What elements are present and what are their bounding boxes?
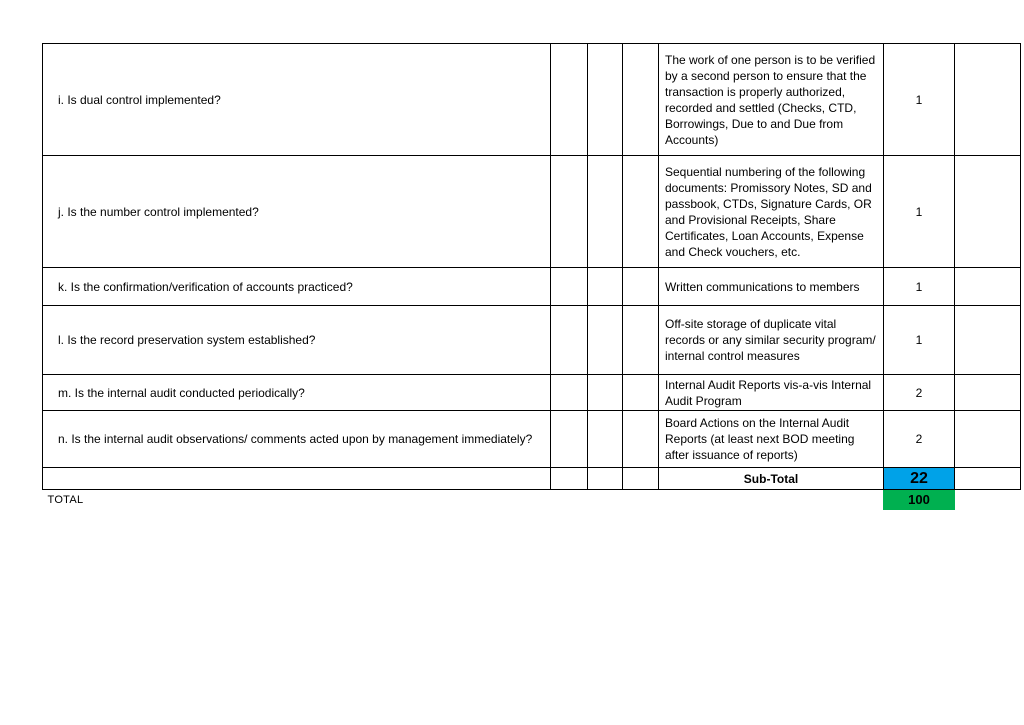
blank-cell [623, 268, 659, 306]
blank-cell [955, 156, 1021, 268]
blank-cell [588, 306, 623, 375]
blank-cell [551, 411, 588, 468]
blank-cell [588, 44, 623, 156]
checklist-row-m [43, 375, 1021, 411]
score-value: 2 [884, 411, 955, 468]
question-cell [43, 268, 551, 306]
blank-cell [623, 411, 659, 468]
subtotal-value: 22 [884, 468, 955, 490]
score-value: 1 [884, 156, 955, 268]
blank-cell [588, 268, 623, 306]
question-cell [43, 156, 551, 268]
total-row [43, 490, 1021, 510]
total-value: 100 [884, 490, 955, 510]
blank-cell [43, 468, 551, 490]
blank-cell [955, 468, 1021, 490]
checklist-row-k [43, 268, 1021, 306]
blank-cell [551, 156, 588, 268]
score-value: 1 [884, 306, 955, 375]
total-label: TOTAL [47, 493, 84, 506]
question-text: l. Is the record preservation system established? [58, 333, 316, 347]
blank-cell [955, 268, 1021, 306]
blank-cell [955, 44, 1021, 156]
score-value: 1 [884, 268, 955, 306]
evidence-text: Written communications to members [659, 268, 884, 306]
question-text: i. Is dual control implemented? [58, 92, 221, 107]
blank-cell [623, 468, 659, 490]
checklist-row-l [43, 306, 1021, 375]
blank-cell [551, 375, 588, 411]
checklist-row-j [43, 156, 1021, 268]
question-text: k. Is the confirmation/verification of accounts practiced? [58, 279, 353, 294]
blank-cell [955, 375, 1021, 411]
blank-cell [588, 156, 623, 268]
blank-cell [551, 306, 588, 375]
subtotal-row [43, 468, 1021, 490]
evidence-text: Sequential numbering of the following documents: Promissory Notes, SD and passbook, CTDs, Signature Cards, OR and Provisional Receipts, Share Certificates, Loan Accounts, Expense and Check vouchers, etc. [659, 156, 884, 268]
blank-cell [588, 468, 623, 490]
blank-cell [551, 44, 588, 156]
blank-cell [623, 44, 659, 156]
audit-checklist-table [42, 43, 1021, 510]
evidence-text: Off-site storage of duplicate vital records or any similar security program/ internal control measures [659, 306, 884, 375]
checklist-row-i [43, 44, 1021, 156]
blank-cell [955, 411, 1021, 468]
blank-cell [955, 490, 1021, 510]
blank-cell [623, 156, 659, 268]
question-cell [43, 44, 551, 156]
evidence-text: The work of one person is to be verified by a second person to ensure that the transaction is properly authorized, recorded and settled (Checks, CTD, Borrowings, Due to and Due from Accounts) [659, 44, 884, 156]
evidence-text: Board Actions on the Internal Audit Reports (at least next BOD meeting after issuance of reports) [659, 411, 884, 468]
blank-cell [551, 468, 588, 490]
question-cell [43, 411, 551, 468]
checklist-row-n [43, 411, 1021, 468]
question-cell [43, 306, 551, 375]
question-text: n. Is the internal audit observations/ comments acted upon by management immediately? [58, 432, 533, 446]
question-text: m. Is the internal audit conducted periodically? [58, 385, 305, 400]
blank-cell [588, 411, 623, 468]
score-value: 1 [884, 44, 955, 156]
score-value: 2 [884, 375, 955, 411]
blank-cell [955, 306, 1021, 375]
blank-cell [588, 375, 623, 411]
blank-cell [623, 375, 659, 411]
evidence-text: Internal Audit Reports vis-a-vis Internal Audit Program [659, 375, 884, 411]
blank-cell [551, 268, 588, 306]
subtotal-label: Sub-Total [659, 468, 884, 490]
question-cell [43, 375, 551, 411]
question-text: j. Is the number control implemented? [58, 204, 259, 219]
blank-cell [623, 306, 659, 375]
